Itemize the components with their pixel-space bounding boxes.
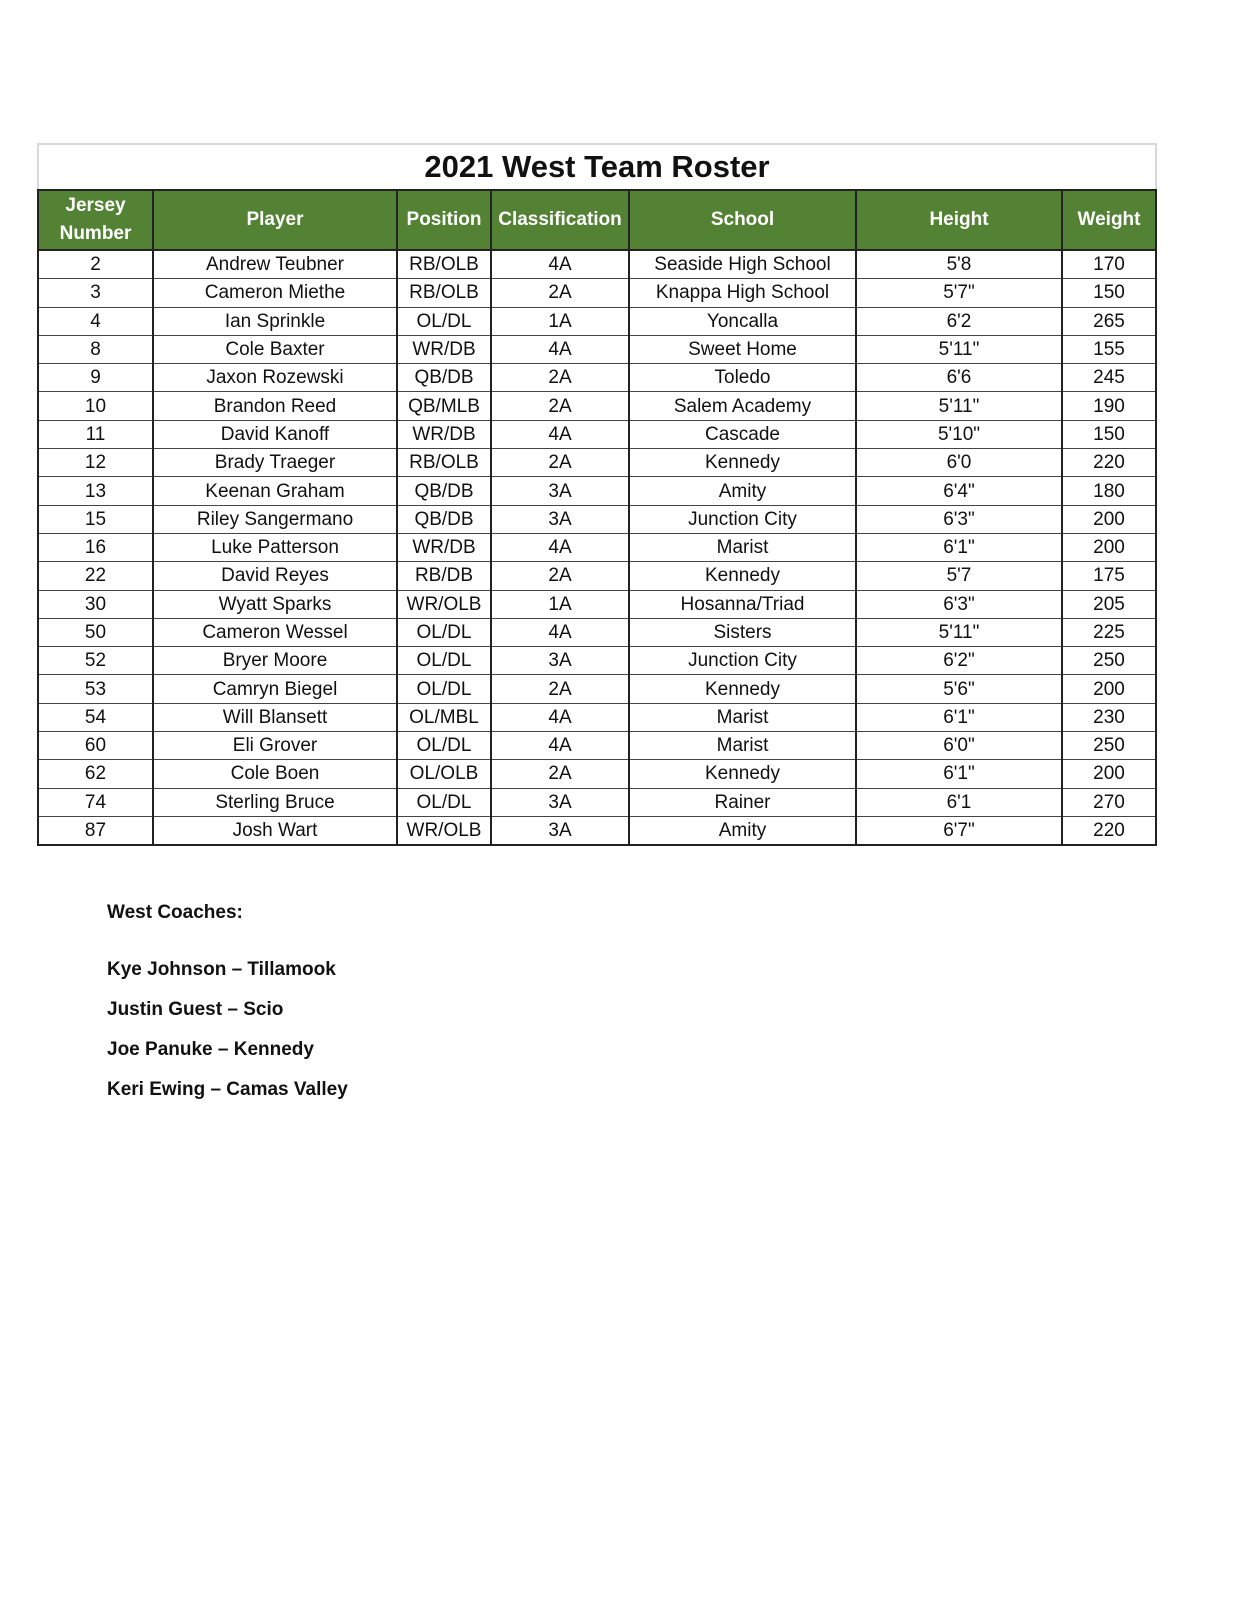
coach-item: Kye Johnson – Tillamook (107, 959, 336, 980)
cell-height: 6'6 (856, 364, 1062, 392)
table-row (38, 590, 1156, 618)
table-row (38, 505, 1156, 533)
cell-player: Camryn Biegel (153, 675, 397, 703)
cell-player: David Kanoff (153, 420, 397, 448)
cell-school: Junction City (629, 505, 856, 533)
roster-body (38, 250, 1156, 845)
cell-height: 6'1 (856, 788, 1062, 816)
coach-item: Joe Panuke – Kennedy (107, 1039, 314, 1060)
cell-position: WR/OLB (397, 816, 491, 845)
cell-jersey: 54 (38, 703, 153, 731)
cell-jersey: 4 (38, 307, 153, 335)
cell-jersey: 16 (38, 533, 153, 561)
cell-jersey: 60 (38, 732, 153, 760)
cell-school: Sweet Home (629, 335, 856, 363)
cell-weight: 205 (1062, 590, 1156, 618)
cell-player: Cameron Wessel (153, 618, 397, 646)
table-row (38, 392, 1156, 420)
cell-school: Knappa High School (629, 279, 856, 307)
table-row (38, 675, 1156, 703)
cell-height: 6'2" (856, 647, 1062, 675)
cell-classification: 4A (491, 250, 629, 279)
cell-weight: 200 (1062, 675, 1156, 703)
cell-player: Bryer Moore (153, 647, 397, 675)
cell-jersey: 30 (38, 590, 153, 618)
cell-school: Seaside High School (629, 250, 856, 279)
cell-height: 6'0 (856, 449, 1062, 477)
cell-position: OL/MBL (397, 703, 491, 731)
cell-classification: 2A (491, 449, 629, 477)
cell-weight: 225 (1062, 618, 1156, 646)
cell-position: OL/OLB (397, 760, 491, 788)
cell-classification: 3A (491, 816, 629, 845)
cell-player: Cole Baxter (153, 335, 397, 363)
cell-weight: 230 (1062, 703, 1156, 731)
table-row (38, 335, 1156, 363)
cell-school: Marist (629, 732, 856, 760)
cell-school: Rainer (629, 788, 856, 816)
roster-title: 2021 West Team Roster (38, 144, 1156, 190)
cell-player: Luke Patterson (153, 533, 397, 561)
table-row (38, 816, 1156, 845)
cell-player: Andrew Teubner (153, 250, 397, 279)
cell-position: RB/OLB (397, 250, 491, 279)
cell-position: OL/DL (397, 675, 491, 703)
table-row (38, 647, 1156, 675)
cell-weight: 250 (1062, 732, 1156, 760)
cell-jersey: 9 (38, 364, 153, 392)
cell-weight: 245 (1062, 364, 1156, 392)
cell-classification: 4A (491, 703, 629, 731)
cell-position: RB/DB (397, 562, 491, 590)
cell-classification: 2A (491, 392, 629, 420)
column-header-player: Player (153, 190, 397, 250)
cell-weight: 150 (1062, 279, 1156, 307)
cell-height: 5'7" (856, 279, 1062, 307)
cell-school: Kennedy (629, 449, 856, 477)
cell-height: 6'1" (856, 760, 1062, 788)
cell-school: Marist (629, 703, 856, 731)
cell-player: Wyatt Sparks (153, 590, 397, 618)
cell-position: OL/DL (397, 788, 491, 816)
cell-classification: 4A (491, 618, 629, 646)
cell-position: OL/DL (397, 618, 491, 646)
coaches-heading: West Coaches: (107, 902, 243, 923)
cell-school: Toledo (629, 364, 856, 392)
cell-player: Cameron Miethe (153, 279, 397, 307)
cell-height: 6'4" (856, 477, 1062, 505)
cell-classification: 4A (491, 533, 629, 561)
cell-player: Ian Sprinkle (153, 307, 397, 335)
cell-height: 6'1" (856, 533, 1062, 561)
cell-height: 5'11" (856, 335, 1062, 363)
cell-classification: 2A (491, 364, 629, 392)
cell-weight: 200 (1062, 505, 1156, 533)
cell-player: Brandon Reed (153, 392, 397, 420)
cell-player: Riley Sangermano (153, 505, 397, 533)
cell-jersey: 52 (38, 647, 153, 675)
cell-height: 6'3" (856, 590, 1062, 618)
table-row (38, 307, 1156, 335)
cell-position: OL/DL (397, 647, 491, 675)
cell-classification: 3A (491, 505, 629, 533)
cell-player: Brady Traeger (153, 449, 397, 477)
column-header-position: Position (397, 190, 491, 250)
column-header-classification: Classification (491, 190, 629, 250)
cell-weight: 200 (1062, 760, 1156, 788)
table-row (38, 788, 1156, 816)
cell-weight: 200 (1062, 533, 1156, 561)
cell-jersey: 87 (38, 816, 153, 845)
cell-classification: 4A (491, 732, 629, 760)
cell-classification: 4A (491, 420, 629, 448)
cell-jersey: 22 (38, 562, 153, 590)
column-header-weight: Weight (1062, 190, 1156, 250)
cell-classification: 1A (491, 307, 629, 335)
cell-weight: 175 (1062, 562, 1156, 590)
table-row (38, 420, 1156, 448)
cell-jersey: 74 (38, 788, 153, 816)
cell-height: 5'6" (856, 675, 1062, 703)
table-row (38, 477, 1156, 505)
cell-school: Amity (629, 816, 856, 845)
coaches-section (107, 902, 348, 1118)
cell-classification: 1A (491, 590, 629, 618)
cell-position: QB/MLB (397, 392, 491, 420)
column-header-school: School (629, 190, 856, 250)
cell-player: Cole Boen (153, 760, 397, 788)
cell-weight: 270 (1062, 788, 1156, 816)
cell-position: OL/DL (397, 307, 491, 335)
cell-weight: 180 (1062, 477, 1156, 505)
cell-player: Keenan Graham (153, 477, 397, 505)
table-row (38, 533, 1156, 561)
cell-classification: 2A (491, 562, 629, 590)
cell-weight: 190 (1062, 392, 1156, 420)
cell-school: Junction City (629, 647, 856, 675)
roster-table (37, 143, 1157, 846)
cell-weight: 265 (1062, 307, 1156, 335)
table-row (38, 618, 1156, 646)
table-row (38, 732, 1156, 760)
cell-classification: 3A (491, 477, 629, 505)
cell-height: 5'11" (856, 618, 1062, 646)
cell-jersey: 50 (38, 618, 153, 646)
cell-school: Salem Academy (629, 392, 856, 420)
cell-weight: 220 (1062, 816, 1156, 845)
cell-position: QB/DB (397, 364, 491, 392)
column-header-height: Height (856, 190, 1062, 250)
cell-classification: 3A (491, 788, 629, 816)
cell-height: 6'7" (856, 816, 1062, 845)
cell-height: 5'10" (856, 420, 1062, 448)
cell-position: RB/OLB (397, 279, 491, 307)
cell-height: 6'3" (856, 505, 1062, 533)
cell-classification: 2A (491, 279, 629, 307)
cell-player: Will Blansett (153, 703, 397, 731)
cell-jersey: 12 (38, 449, 153, 477)
cell-height: 5'8 (856, 250, 1062, 279)
cell-player: Josh Wart (153, 816, 397, 845)
cell-height: 6'0" (856, 732, 1062, 760)
cell-position: WR/OLB (397, 590, 491, 618)
cell-position: WR/DB (397, 420, 491, 448)
cell-jersey: 11 (38, 420, 153, 448)
cell-school: Cascade (629, 420, 856, 448)
cell-position: WR/DB (397, 533, 491, 561)
table-row (38, 760, 1156, 788)
cell-jersey: 10 (38, 392, 153, 420)
cell-jersey: 13 (38, 477, 153, 505)
cell-weight: 220 (1062, 449, 1156, 477)
cell-jersey: 53 (38, 675, 153, 703)
table-row (38, 562, 1156, 590)
header-row (38, 190, 1156, 250)
cell-jersey: 2 (38, 250, 153, 279)
cell-weight: 150 (1062, 420, 1156, 448)
table-row (38, 279, 1156, 307)
column-header-jersey: Jersey Number (38, 190, 153, 250)
cell-school: Amity (629, 477, 856, 505)
cell-height: 5'7 (856, 562, 1062, 590)
coach-item: Keri Ewing – Camas Valley (107, 1079, 348, 1100)
table-row (38, 364, 1156, 392)
cell-weight: 170 (1062, 250, 1156, 279)
cell-school: Kennedy (629, 760, 856, 788)
cell-position: RB/OLB (397, 449, 491, 477)
table-row (38, 703, 1156, 731)
cell-jersey: 62 (38, 760, 153, 788)
cell-school: Hosanna/Triad (629, 590, 856, 618)
cell-height: 6'1" (856, 703, 1062, 731)
cell-school: Marist (629, 533, 856, 561)
cell-position: WR/DB (397, 335, 491, 363)
cell-classification: 4A (491, 335, 629, 363)
cell-jersey: 8 (38, 335, 153, 363)
cell-player: Eli Grover (153, 732, 397, 760)
coach-item: Justin Guest – Scio (107, 999, 284, 1020)
cell-school: Sisters (629, 618, 856, 646)
cell-weight: 250 (1062, 647, 1156, 675)
cell-position: QB/DB (397, 477, 491, 505)
cell-player: David Reyes (153, 562, 397, 590)
cell-position: OL/DL (397, 732, 491, 760)
cell-school: Kennedy (629, 675, 856, 703)
cell-player: Jaxon Rozewski (153, 364, 397, 392)
table-row (38, 250, 1156, 279)
cell-jersey: 15 (38, 505, 153, 533)
cell-school: Yoncalla (629, 307, 856, 335)
cell-player: Sterling Bruce (153, 788, 397, 816)
cell-height: 5'11" (856, 392, 1062, 420)
cell-school: Kennedy (629, 562, 856, 590)
cell-position: QB/DB (397, 505, 491, 533)
cell-jersey: 3 (38, 279, 153, 307)
cell-classification: 2A (491, 675, 629, 703)
cell-classification: 2A (491, 760, 629, 788)
cell-height: 6'2 (856, 307, 1062, 335)
table-row (38, 449, 1156, 477)
cell-classification: 3A (491, 647, 629, 675)
cell-weight: 155 (1062, 335, 1156, 363)
